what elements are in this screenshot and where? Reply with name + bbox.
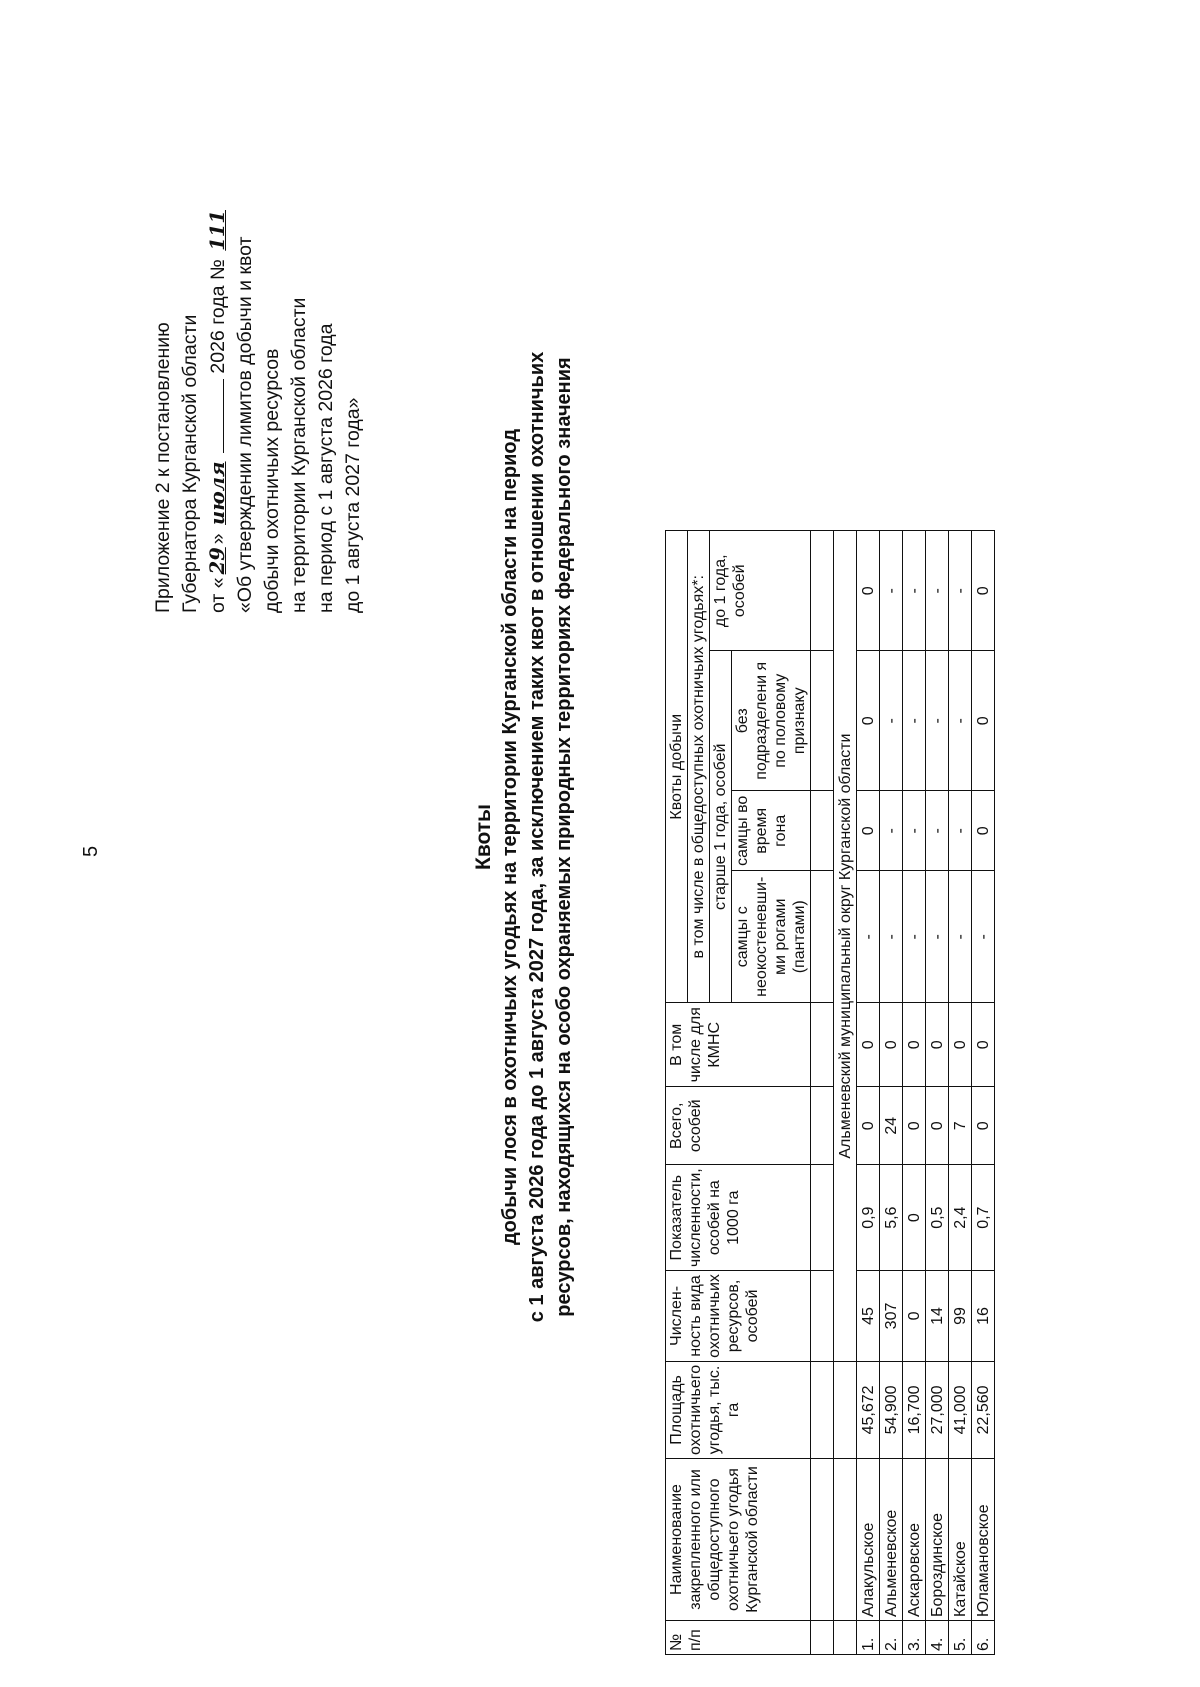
table-row [903,531,926,1655]
cell-population: 14 [926,1271,949,1362]
header-no-sex: без подразделени я по половому признаку [732,651,811,791]
date-mid: » [207,533,229,545]
cell-males-antlers: - [972,871,995,1003]
cell-kmns: 0 [972,1003,995,1087]
cell-males-antlers: - [880,871,903,1003]
cell-density: 0,7 [972,1165,995,1271]
title-line: ресурсов, находящихся на особо охраняемых природных территориях федерального значения [553,357,575,1317]
handwritten-number: 111 [206,210,229,251]
cell-population: 45 [857,1271,880,1362]
cell-total: 24 [880,1087,903,1165]
appendix-block [150,53,367,613]
cell-name: Катайское [949,1459,972,1621]
date-prefix: от « [207,577,229,613]
cell-kmns: 0 [949,1003,972,1087]
appendix-line: до 1 августа 2027 года» [342,397,364,613]
header-young: до 1 года, особей [710,531,811,651]
cell-population: 0 [903,1271,926,1362]
cell-young: - [926,531,949,651]
cell-total: 0 [926,1087,949,1165]
table-row [926,531,949,1655]
cell-density: 5,6 [880,1165,903,1271]
cell-density: 2,4 [949,1165,972,1271]
cell-name: Аскаровское [903,1459,926,1621]
appendix-line: Приложение 2 к постановлению [152,322,174,613]
title-heading: Квоты [472,804,495,870]
cell-num: 5. [949,1621,972,1655]
date-year: 2026 года № [207,259,229,374]
cell-total: 7 [949,1087,972,1165]
cell-total: 0 [857,1087,880,1165]
cell-males-antlers: - [903,871,926,1003]
cell-density: 0,5 [926,1165,949,1271]
cell-no-sex: - [949,651,972,791]
cell-no-sex: 0 [972,651,995,791]
cell-name: Альменевское [880,1459,903,1621]
handwritten-month: июля [206,461,229,525]
quota-table [665,530,995,1655]
cell-no-sex: - [880,651,903,791]
title-line: добычи лося в охотничьих угодьях на территории Курганской области на период [499,428,521,1246]
cell-area: 27,000 [926,1361,949,1458]
header-num: № п/п [666,1621,811,1655]
cell-young: - [949,531,972,651]
cell-males-antlers: - [926,871,949,1003]
title-line: с 1 августа 2026 года до 1 августа 2027 года, за исключением таких квот в отношении охотничьих [526,351,548,1323]
appendix-line: добычи охотничьих ресурсов [261,348,283,613]
header-total: Всего, особей [666,1087,811,1165]
cell-name: Юламановское [972,1459,995,1621]
region-row [834,531,857,1655]
handwritten-day: 29 [206,547,229,575]
cell-males-rut: 0 [972,791,995,871]
header-males-antlers: самцы с неокостеневши-ми рогами (пантами) [732,871,811,1003]
appendix-line: на период с 1 августа 2026 года [315,323,337,613]
cell-density: 0,9 [857,1165,880,1271]
cell-males-rut: 0 [857,791,880,871]
appendix-date-line [204,53,232,613]
appendix-line: на территории Курганской области [288,297,310,613]
cell-males-rut: - [880,791,903,871]
header-population: Числен-ность вида охотничьих ресурсов, особей [666,1271,811,1362]
cell-kmns: 0 [903,1003,926,1087]
cell-males-antlers: - [949,871,972,1003]
cell-area: 54,900 [880,1361,903,1458]
cell-young: - [880,531,903,651]
cell-area: 45,672 [857,1361,880,1458]
cell-no-sex: - [903,651,926,791]
cell-density: 0 [903,1165,926,1271]
cell-kmns: 0 [926,1003,949,1087]
cell-males-antlers: - [857,871,880,1003]
cell-population: 16 [972,1271,995,1362]
cell-area: 41,000 [949,1361,972,1458]
cell-population: 307 [880,1271,903,1362]
blank-underline [223,379,224,453]
cell-area: 22,560 [972,1361,995,1458]
cell-young: 0 [857,531,880,651]
header-kmns: В том числе для КМНС [666,1003,811,1087]
header-quotas: Квоты добычи [666,531,688,1003]
cell-total: 0 [903,1087,926,1165]
region-name: Альменевский муниципальный округ Курганской области [834,531,857,1362]
cell-name: Бороздинское [926,1459,949,1621]
cell-total: 0 [972,1087,995,1165]
appendix-line: «Об утверждении лимитов добычи и квот [234,236,256,613]
cell-num: 6. [972,1621,995,1655]
cell-young: - [903,531,926,651]
cell-no-sex: 0 [857,651,880,791]
cell-young: 0 [972,531,995,651]
cell-area: 16,700 [903,1361,926,1458]
cell-name: Алакульское [857,1459,880,1621]
cell-males-rut: - [903,791,926,871]
header-older: старше 1 года, особей [710,651,732,1003]
cell-population: 99 [949,1271,972,1362]
cell-num: 2. [880,1621,903,1655]
page-number: 5 [80,845,102,857]
header-spacer-row [811,531,834,1655]
cell-males-rut: - [926,791,949,871]
table-row [949,531,972,1655]
table-row [880,531,903,1655]
header-name: Наименование закрепленного или общедоступного охотничьего угодья Курганской области [666,1459,811,1621]
table-row [972,531,995,1655]
cell-kmns: 0 [880,1003,903,1087]
appendix-line: Губернатора Курганской области [179,314,201,613]
header-public: в том числе в общедоступных охотничьих угодьях*: [688,531,710,1003]
header-males-rut: самцы во время гона [732,791,811,871]
document-title [470,187,578,1487]
header-area: Площадь охотничьего угодья, тыс. га [666,1361,811,1458]
cell-kmns: 0 [857,1003,880,1087]
cell-num: 3. [903,1621,926,1655]
table-row [857,531,880,1655]
cell-no-sex: - [926,651,949,791]
header-density: Показатель численности, особей на 1000 га [666,1165,811,1271]
cell-num: 1. [857,1621,880,1655]
cell-males-rut: - [949,791,972,871]
cell-num: 4. [926,1621,949,1655]
